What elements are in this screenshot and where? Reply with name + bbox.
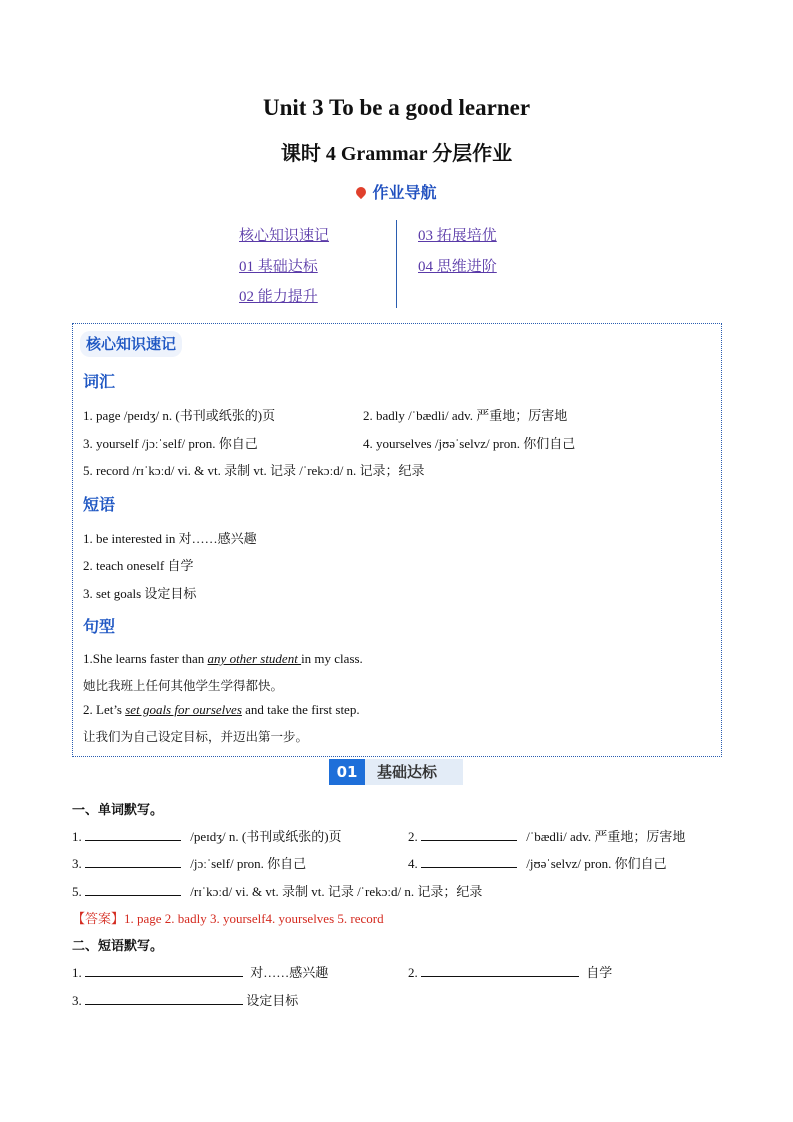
phrase-item: 3. set goals 设定目标 — [83, 586, 197, 601]
item-prompt: 设定目标 — [246, 993, 299, 1008]
answer-blank[interactable] — [85, 883, 181, 896]
vocab-item: 4. yourselves /jʊəˈselvz/ pron. 你们自己 — [363, 436, 576, 451]
item-number: 1. — [72, 829, 82, 844]
core-knowledge-tag: 核心知识速记 — [80, 331, 182, 357]
item-prompt: /jʊəˈselvz/ pron. 你们自己 — [526, 856, 667, 871]
item-number: 5. — [72, 884, 82, 899]
word-dictation-item — [72, 853, 306, 872]
item-prompt: 对……感兴趣 — [250, 965, 329, 980]
phrase-item: 1. be interested in 对……感兴趣 — [83, 531, 257, 546]
sentence-2-key: set goals for ourselves — [125, 702, 242, 717]
page-title: Unit 3 To be a good learner — [262, 95, 531, 120]
item-number: 3. — [72, 856, 82, 871]
answer-label: 【答案】 — [72, 911, 125, 926]
sentence-1-translation: 她比我班上任何其他学生学得都快。 — [83, 678, 284, 693]
section-label: 基础达标 — [365, 759, 463, 785]
answer-blank[interactable] — [85, 992, 243, 1005]
phrase-dictation-item — [72, 962, 328, 981]
answer-text: 1. page 2. badly 3. yourself4. yourselves 5. record — [124, 911, 384, 926]
vocab-item: 3. yourself /jɔːˈself/ pron. 你自己 — [83, 436, 258, 451]
nav-heading-label: 作业导航 — [372, 183, 437, 202]
homework-nav-heading — [0, 180, 793, 203]
vocab-item: 1. page /peɪdʒ/ n. (书刊或纸张的)页 — [83, 408, 276, 423]
sentence-2 — [83, 702, 360, 718]
answer-blank[interactable] — [421, 828, 517, 841]
page-subtitle: 课时 4 Grammar 分层作业 — [280, 143, 513, 165]
sentence-1 — [83, 651, 363, 667]
item-number: 4. — [408, 856, 418, 871]
item-prompt: /jɔːˈself/ pron. 你自己 — [190, 856, 307, 871]
word-dictation-item — [72, 826, 342, 845]
answer-blank[interactable] — [421, 855, 517, 868]
item-prompt: /ˈbædli/ adv. 严重地；厉害地 — [526, 829, 686, 844]
nav-link-core[interactable]: 核心知识速记 — [239, 228, 330, 244]
answer-key — [72, 908, 384, 927]
item-prompt: /peɪdʒ/ n. (书刊或纸张的)页 — [190, 829, 342, 844]
sentence-1-before: 1.She learns faster than — [83, 651, 208, 666]
word-dictation-item — [72, 881, 482, 900]
nav-link-04[interactable]: 04 思维进阶 — [418, 259, 497, 275]
sentence-1-after: in my class. — [301, 651, 363, 666]
location-pin-icon — [354, 185, 368, 199]
nav-link-02[interactable]: 02 能力提升 — [239, 289, 318, 305]
phrase-dictation-item — [408, 962, 612, 981]
vocab-item: 5. record /rɪˈkɔːd/ vi. & vt. 录制 vt. 记录 /ˈrekɔːd/ n. 记录；纪录 — [83, 463, 425, 478]
question-1-heading: 一、单词默写。 — [72, 803, 164, 818]
item-number: 1. — [72, 965, 82, 980]
answer-blank[interactable] — [85, 828, 181, 841]
sentence-heading: 句型 — [83, 617, 116, 636]
item-number: 2. — [408, 965, 418, 980]
sentence-2-after: and take the first step. — [241, 702, 360, 717]
phrase-dictation-item — [72, 990, 298, 1009]
word-dictation-item — [408, 853, 667, 872]
word-dictation-item — [408, 826, 685, 845]
vocab-heading: 词汇 — [83, 372, 116, 391]
nav-link-03[interactable]: 03 拓展培优 — [418, 228, 497, 244]
sentence-2-before: 2. Let’s — [83, 702, 126, 717]
item-number: 2. — [408, 829, 418, 844]
nav-divider — [396, 220, 397, 308]
item-prompt: /rɪˈkɔːd/ vi. & vt. 录制 vt. 记录 /ˈrekɔːd/ n. 记录；纪录 — [190, 884, 483, 899]
answer-blank[interactable] — [85, 964, 243, 977]
answer-blank[interactable] — [421, 964, 579, 977]
item-prompt: 自学 — [586, 965, 613, 980]
nav-link-01[interactable]: 01 基础达标 — [239, 259, 318, 275]
phrase-item: 2. teach oneself 自学 — [83, 558, 194, 573]
sentence-2-translation: 让我们为自己设定目标，并迈出第一步。 — [83, 729, 309, 744]
answer-blank[interactable] — [85, 855, 181, 868]
question-2-heading: 二、短语默写。 — [72, 939, 164, 954]
section-number: 01 — [329, 759, 365, 785]
vocab-item: 2. badly /ˈbædli/ adv. 严重地；厉害地 — [363, 408, 568, 423]
sentence-1-key: any other student — [207, 651, 302, 666]
phrase-heading: 短语 — [83, 495, 116, 514]
item-number: 3. — [72, 993, 82, 1008]
